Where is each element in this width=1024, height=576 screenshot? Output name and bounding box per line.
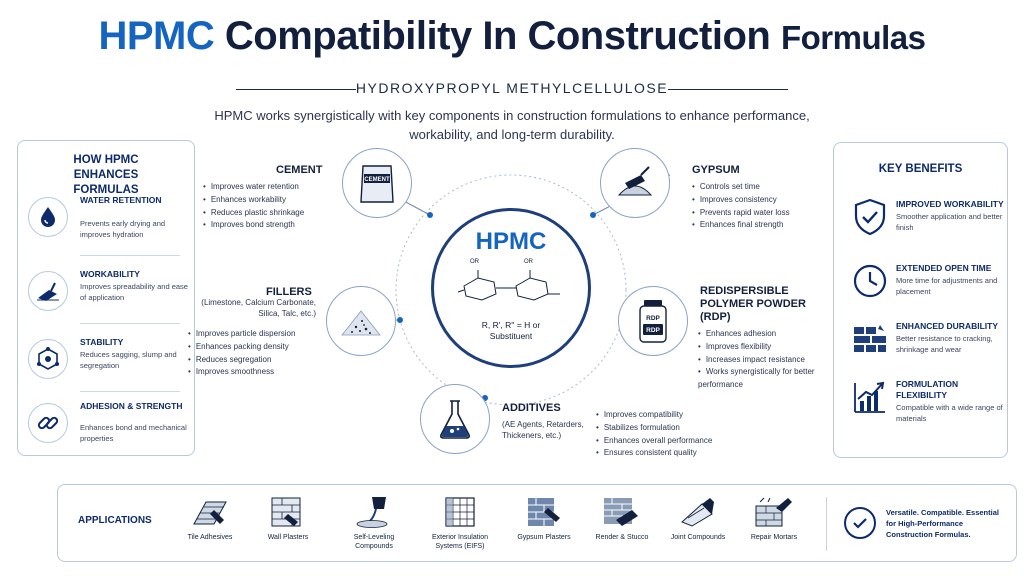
additives-sub: (AE Agents, Retarders, Thickeners, etc.) [502,420,584,440]
app-name: Wall Plasters [267,534,309,541]
rdp-bullets [698,328,826,392]
applications-label: APPLICATIONS [78,515,152,526]
bullet: • Enhances overall performance [596,435,712,448]
repair-mortar-icon [754,495,794,529]
gypsum-plaster-icon [524,495,564,529]
divider [80,323,180,324]
app-name: Joint Compounds [670,534,726,541]
molecule-caption: R, R', R'' = H or Substituent [481,320,541,341]
title-formulas: Formulas [780,19,926,56]
item-desc: Improves spreadability and ease of application [80,282,188,302]
cement-title: CEMENT [276,164,323,176]
app-render-stucco [582,495,662,542]
bullet: • Improves particle dispersion [188,328,295,341]
page-title [0,14,1024,59]
bullet: • Increases impact resistance [698,354,826,367]
item-title: EXTENDED OPEN TIME [896,263,992,273]
cement-icon [342,148,412,218]
item-desc: Smoother application and better finish [896,212,1003,232]
item-title: STABILITY [80,337,124,347]
divider [80,255,180,256]
molecule-icon [28,339,68,379]
cement-bag-label: CEMENT [364,177,390,183]
hpmc-core-label: HPMC [475,228,547,255]
rdp-icon [618,286,688,356]
item-title: ENHANCED DURABILITY [896,321,998,331]
bullet: • Improves consistency [692,194,790,207]
item-title: ADHESION & STRENGTH [80,401,183,411]
item-title: IMPROVED WORKABILITY [896,199,1004,209]
bullet: • Prevents rapid water loss [692,207,790,220]
item-title: WORKABILITY [80,269,140,279]
benefit-workability [18,263,194,327]
bricks-icon [850,319,890,359]
bullet: • Stabilizes formulation [596,422,712,435]
bullet: • Reduces plastic shrinkage [203,207,304,220]
joint-compound-icon [678,495,718,529]
app-joint-compounds [658,495,738,542]
app-name: Exterior Insulation Systems (EIFS) [431,534,489,550]
page-subtitle: HYDROXYPROPYL METHYLCELLULOSE [355,80,669,96]
clock-icon [850,261,890,301]
rdp-jar-label: RDP [646,315,660,322]
additives-bullets [596,409,712,460]
item-desc: Compatible with a wide range of materials [896,403,1003,423]
item-desc: Prevents early drying and improves hydration [80,219,166,239]
app-name: Self-Leveling Compounds [353,534,395,550]
water-drop-icon [28,197,68,237]
app-name: Gypsum Plasters [517,534,571,541]
bullet: • Controls set time [692,181,790,194]
gypsum-bullets [692,181,790,232]
item-desc: Enhances bond and mechanical properties [80,423,187,443]
bullet: • Improves flexibility [698,341,826,354]
bullet: • Improves smoothness [188,366,295,379]
fillers-sub: (Limestone, Calcium Carbonate, Silica, Talc, etc.) [201,298,316,318]
app-wall-plasters [248,495,328,542]
eifs-icon [440,495,480,529]
tile-adhesive-icon [190,495,230,529]
title-hpmc: HPMC [98,14,215,58]
growth-chart-icon [850,377,890,417]
item-title: WATER RETENTION [80,195,162,205]
chain-link-icon [28,403,68,443]
app-name: Render & Stucco [595,534,649,541]
app-name: Repair Mortars [750,534,798,541]
applications-divider [826,497,827,551]
gypsum-icon [600,148,670,218]
bullet: • Enhances final strength [692,219,790,232]
app-eifs [420,495,500,551]
bullet: • Improves water retention [203,181,304,194]
app-name: Tile Adhesives [187,534,233,541]
item-desc: Better resistance to cracking, shrinkage and wear [896,334,993,354]
app-self-leveling [334,495,414,551]
key-benefit-flexibility [844,373,1009,437]
how-hpmc-panel [17,140,195,456]
bullet: • Enhances adhesion [698,328,826,341]
app-gypsum-plasters [504,495,584,542]
key-benefit-workability [844,193,1009,257]
benefit-water-retention [18,189,194,253]
how-hpmc-title: HOW HPMC ENHANCES FORMULAS [73,154,139,196]
gypsum-title: GYPSUM [692,164,740,176]
additives-icon [420,384,490,454]
key-benefit-open-time [844,257,1009,321]
app-repair-mortars [734,495,814,542]
fillers-bullets [188,328,295,379]
bullet: • Improves compatibility [596,409,712,422]
additives-title: ADDITIVES [502,402,561,414]
trowel-icon [28,271,68,311]
rdp-title: REDISPERSIBLE POLYMER POWDER (RDP) [700,285,806,323]
bullet: • Improves bond strength [203,219,304,232]
item-title: FORMULATION FLEXIBILITY [896,379,959,400]
bullet: • Works synergistically for better performance [698,366,826,392]
or-label-1: OR [470,259,479,265]
benefit-adhesion [18,395,194,459]
divider [80,391,180,392]
applications-bar [57,484,1017,562]
intro-text: HPMC works synergistically with key components in construction formulations to enhance performance, workability, and long-term durability. [214,108,810,142]
wall-plaster-icon [268,495,308,529]
bullet: • Enhances packing density [188,341,295,354]
item-desc: Reduces sagging, slump and segregation [80,350,177,370]
cement-bullets [203,181,304,232]
benefit-stability [18,331,194,395]
bullet: • Enhances workability [203,194,304,207]
item-desc: More time for adjustments and placement [896,276,998,296]
fillers-icon [326,286,396,356]
applications-tagline: Versatile. Compatible. Essential for High-Performance Construction Formulas. [886,508,999,539]
rdp-jar-label-2: RDP [646,327,660,334]
app-tile-adhesives [170,495,250,542]
check-circle-icon [844,507,876,539]
key-benefit-durability [844,315,1009,379]
cellulose-structure [456,262,568,306]
title-main: Compatibility In Construction [224,14,771,58]
fillers-title: FILLERS [266,286,312,298]
shield-check-icon [850,197,890,237]
or-label-2: OR [524,259,533,265]
key-benefits-panel [833,142,1008,458]
render-stucco-icon [602,495,642,529]
self-leveling-icon [354,495,394,529]
bullet: • Reduces segregation [188,354,295,367]
key-benefits-title: KEY BENEFITS [878,163,963,175]
bullet: • Ensures consistent quality [596,447,712,460]
